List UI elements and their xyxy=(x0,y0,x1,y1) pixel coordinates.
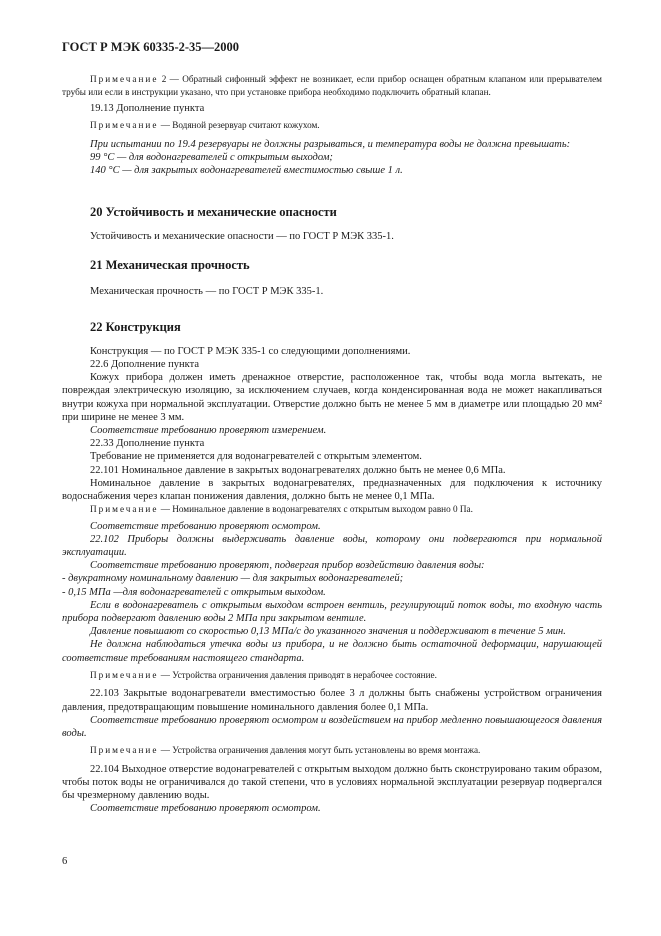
clause-22-6-compliance: Соответствие требованию проверяют измерением. xyxy=(90,424,327,436)
test-paragraph: При испытании по 19.4 резервуары не должны разрываться, и температура воды не должна превышать: xyxy=(90,138,571,150)
clause-22-101-text: Номинальное давление в закрытых водонагревателях, предназначенных для подключения к источнику водоснабжения через клапан понижения давления, должно быть не менее 0,1 МПа. xyxy=(62,477,602,502)
clause-22-104: 22.104 Выходное отверстие водонагревателей с открытым выходом должно быть сконструировано таким образом, чтобы поток воды не ограничивался до такой степени, что в условиях нормальной эксплуатации резервуар подвергался бы чрезмерному давлению воды. xyxy=(62,763,602,802)
section-20-text: Устойчивость и механические опасности — по ГОСТ Р МЭК 335-1. xyxy=(90,231,394,243)
note-open-outlet xyxy=(62,503,602,516)
note-label: Примечание xyxy=(90,120,159,131)
note-label: Примечание xyxy=(90,745,159,756)
note-label: Примечание xyxy=(90,74,159,84)
note-label: Примечание xyxy=(90,669,159,680)
clause-22-6-text: Кожух прибора должен иметь дренажное отверстие, расположенное так, чтобы вода могла вытекать, не повреждая электрическую изоляцию, за исключением случаев, когда конденсированная вода не может накапливаться внутри кожуха при нормальной эксплуатации. Отверстие должно быть не менее 5 мм в диаметре или площадью 20 мм² при ширине не менее 3 мм. xyxy=(62,372,602,423)
clause-22-102-valve: Если в водонагреватель с открытым выходом встроен вентиль, регулирующий поток воды, то входную часть прибора подвергают давлению воды 2 МПа при закрытом вентиле. xyxy=(62,599,602,625)
clause-22-102-item-2: - 0,15 МПа —для водонагревателей с открытым выходом. xyxy=(62,586,326,598)
test-item-open: 99 °С — для водонагревателей с открытым выходом; xyxy=(90,151,333,163)
clause-22-104-compliance: Соответствие требованию проверяют осмотром. xyxy=(90,803,321,815)
test-item-closed: 140 °С — для закрытых водонагревателей вместимостью свыше 1 л. xyxy=(90,165,403,177)
clause-22-103-compliance: Соответствие требованию проверяют осмотром и воздействием на прибор медленно повышающегося давления воды. xyxy=(62,714,602,739)
note-installation xyxy=(62,744,602,757)
clause-19-13: 19.13 Дополнение пункта xyxy=(90,103,205,114)
clause-22-101: 22.101 Номинальное давление в закрытых водонагревателях должно быть не менее 0,6 МПа. xyxy=(90,464,506,476)
clause-22-102-item-1: - двукратному номинальному давлению — для закрытых водонагревателей; xyxy=(62,573,404,585)
note-pressure-devices xyxy=(62,669,602,682)
note-reservoir xyxy=(62,119,602,132)
document-page xyxy=(62,40,602,816)
clause-22-102: 22.102 Приборы должны выдерживать давление воды, которому они подвергаются при нормальной эксплуатации. xyxy=(62,533,602,559)
clause-22-102-leak: Не должна наблюдаться утечка воды из прибора, и не должно быть остаточной деформации, нарушающей соответствие требованиям настоящего стандарта. xyxy=(62,639,602,664)
section-22-heading: 22 Конструкция xyxy=(90,319,181,334)
clause-22-33-text: Требование не применяется для водонагревателей с открытым элементом. xyxy=(90,451,422,463)
clause-22-102-rate: Давление повышают со скоростью 0,13 МПа/с до указанного значения и поддерживают в течение 5 мин. xyxy=(90,626,566,638)
section-22-text: Конструкция — по ГОСТ Р МЭК 335-1 со следующими дополнениями. xyxy=(90,345,411,357)
document-header: ГОСТ Р МЭК 60335-2-35—2000 xyxy=(62,40,240,54)
section-21-text: Механическая прочность — по ГОСТ Р МЭК 335-1. xyxy=(90,285,324,297)
note-text: — Водяной резервуар считают кожухом. xyxy=(158,120,320,131)
note-text: — Устройства ограничения давления приводят в нерабочее состояние. xyxy=(158,669,437,680)
section-21-heading: 21 Механическая прочность xyxy=(90,257,250,272)
clause-22-6: 22.6 Дополнение пункта xyxy=(90,358,200,370)
note-siphon xyxy=(62,73,602,98)
clause-22-101-compliance: Соответствие требованию проверяют осмотром. xyxy=(90,520,321,532)
clause-22-103: 22.103 Закрытые водонагреватели вместимостью более 3 л должны быть снабжены устройством ограничения давления, предотвращающим повышение номинального давления более 0,1 МПа. xyxy=(62,688,602,713)
note-text: — Устройства ограничения давления могут быть установлены во время монтажа. xyxy=(158,745,481,756)
section-20-heading: 20 Устойчивость и механические опасности xyxy=(90,205,337,220)
note-text: 2 — Обратный сифонный эффект не возникает, если прибор оснащен обратным клапаном или прерывателем трубы или если в инструкции указано, что при установке прибора необходимо подключить обратный клапан. xyxy=(62,74,602,97)
clause-22-102-compliance: Соответствие требованию проверяют, подвергая прибор воздействию давления воды: xyxy=(90,560,485,572)
clause-22-33: 22.33 Дополнение пункта xyxy=(90,438,205,450)
page-number: 6 xyxy=(62,856,68,867)
note-text: — Номинальное давление в водонагревателях с открытым выходом равно 0 Па. xyxy=(158,504,473,515)
note-label: Примечание xyxy=(90,504,159,515)
